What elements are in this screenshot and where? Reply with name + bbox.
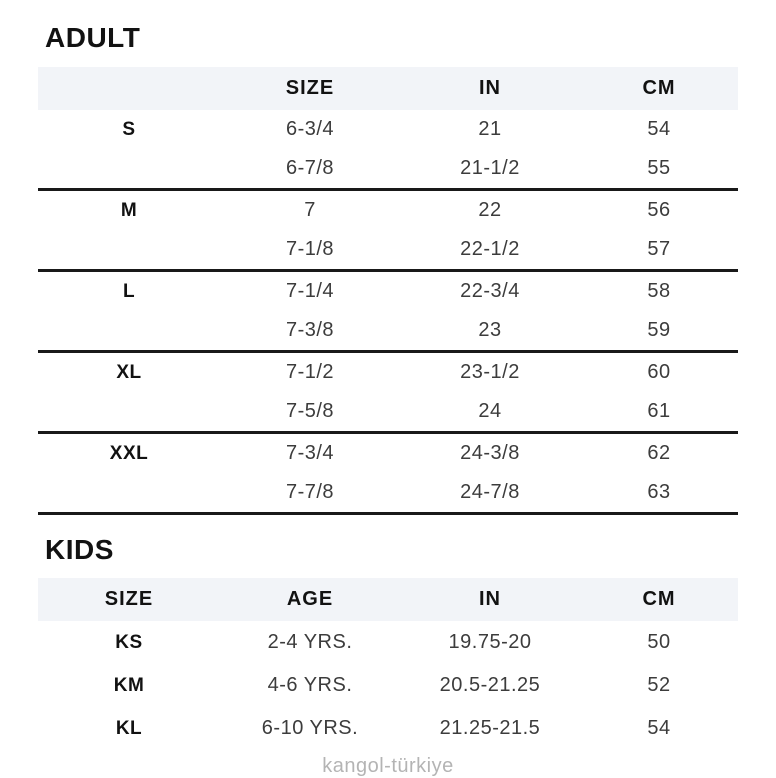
in-cell: 24: [478, 400, 502, 422]
kids-size-table: [38, 578, 738, 750]
table-row: [38, 473, 738, 512]
in-cell: 21: [478, 118, 502, 140]
cm-cell: 54: [647, 717, 671, 739]
size-cell: 7-7/8: [285, 481, 335, 503]
cm-cell: 55: [647, 157, 671, 179]
cm-cell: 57: [647, 238, 671, 260]
row-label-cell: XXL: [109, 442, 149, 464]
size-cell: 6-7/8: [285, 157, 335, 179]
table-row: [38, 230, 738, 269]
age-cell: 2-4 YRS.: [267, 631, 353, 653]
in-cell: 23: [478, 319, 502, 341]
size-cell: 6-3/4: [285, 118, 335, 140]
row-label-cell: XL: [116, 361, 142, 383]
adult-header-size: SIZE: [285, 77, 335, 99]
row-label-cell: KL: [115, 717, 143, 739]
table-row: [38, 149, 738, 188]
in-cell: 20.5-21.25: [439, 674, 541, 696]
cm-cell: 50: [647, 631, 671, 653]
row-label-cell: KS: [115, 631, 143, 653]
table-row: [38, 707, 738, 750]
table-row: [38, 353, 738, 392]
table-row: [38, 434, 738, 473]
cm-cell: 61: [647, 400, 671, 422]
kids-section-title: KIDS: [45, 534, 114, 565]
adult-section-title: ADULT: [45, 22, 141, 53]
size-cell: 7-5/8: [285, 400, 335, 422]
adult-table-header-row: [38, 67, 738, 110]
size-cell: 7-1/8: [285, 238, 335, 260]
kids-header-cm: CM: [642, 588, 676, 610]
table-row: [38, 664, 738, 707]
age-cell: 6-10 YRS.: [261, 717, 359, 739]
cm-cell: 52: [647, 674, 671, 696]
size-cell: 7-1/4: [285, 280, 335, 302]
adult-size-group-xl: [38, 353, 738, 434]
adult-size-group-l: [38, 272, 738, 353]
cm-cell: 56: [647, 199, 671, 221]
cm-cell: 60: [647, 361, 671, 383]
table-row: [38, 621, 738, 664]
adult-size-group-xxl: [38, 434, 738, 515]
row-label-cell: M: [120, 199, 138, 221]
kids-header-size: SIZE: [104, 588, 154, 610]
in-cell: 22-3/4: [460, 280, 520, 302]
age-cell: 4-6 YRS.: [267, 674, 353, 696]
adult-size-table: [38, 67, 738, 515]
size-cell: 7-3/8: [285, 319, 335, 341]
cm-cell: 54: [647, 118, 671, 140]
brand-watermark: kangol-türkiye: [322, 755, 454, 777]
in-cell: 21.25-21.5: [439, 717, 541, 739]
table-row: [38, 392, 738, 431]
cm-cell: 58: [647, 280, 671, 302]
kids-header-age: AGE: [286, 588, 334, 610]
in-cell: 19.75-20: [448, 631, 532, 653]
adult-size-group-m: [38, 191, 738, 272]
in-cell: 22: [478, 199, 502, 221]
table-row: [38, 311, 738, 350]
table-row: [38, 191, 738, 230]
row-label-cell: KM: [113, 674, 145, 696]
in-cell: 24-7/8: [460, 481, 520, 503]
in-cell: 24-3/8: [460, 442, 520, 464]
table-row: [38, 272, 738, 311]
in-cell: 22-1/2: [460, 238, 520, 260]
kids-table-header-row: [38, 578, 738, 621]
cm-cell: 59: [647, 319, 671, 341]
in-cell: 21-1/2: [460, 157, 520, 179]
cm-cell: 62: [647, 442, 671, 464]
adult-header-in: IN: [479, 77, 501, 99]
cm-cell: 63: [647, 481, 671, 503]
row-label-cell: L: [122, 280, 136, 302]
kids-header-in: IN: [479, 588, 501, 610]
adult-size-group-s: [38, 110, 738, 191]
adult-header-cm: CM: [642, 77, 676, 99]
size-cell: 7-1/2: [285, 361, 335, 383]
in-cell: 23-1/2: [460, 361, 520, 383]
size-cell: 7-3/4: [285, 442, 335, 464]
row-label-cell: S: [122, 118, 136, 140]
table-row: [38, 110, 738, 149]
size-cell: 7: [304, 199, 316, 221]
